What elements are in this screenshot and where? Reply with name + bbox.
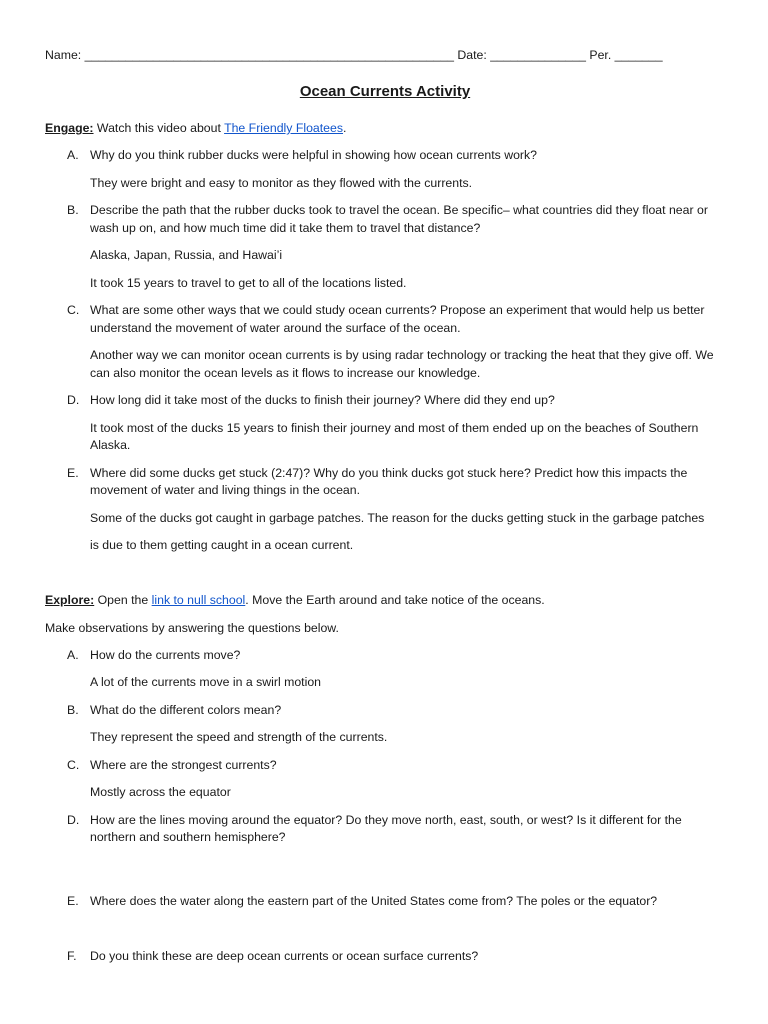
engage-question-e: [45, 465, 725, 555]
explore-question-list: [45, 647, 725, 966]
explore-instructions: Make observations by answering the questions below.: [45, 620, 339, 635]
engage-question-d: [45, 392, 725, 455]
question-letter: C.: [67, 303, 80, 317]
answer-text[interactable]: is due to them getting caught in a ocean current.: [90, 538, 354, 552]
question-letter: E.: [67, 465, 79, 480]
question-text: Why do you think rubber ducks were helpful in showing how ocean currents work?: [90, 148, 538, 162]
explore-question-b: [45, 702, 725, 747]
question-text: Where did some ducks get stuck (2:47)? Why do you think ducks got stuck here? Predict how this impacts the movement of water and living things in the ocean.: [90, 465, 688, 497]
engage-question-a: [45, 147, 725, 192]
engage-text-after: .: [343, 121, 347, 135]
date-field[interactable]: ______________: [490, 48, 586, 62]
question-letter: A.: [67, 647, 79, 662]
question-letter: D.: [67, 393, 80, 407]
answer-space[interactable]: [90, 910, 725, 938]
period-field[interactable]: _______: [614, 48, 663, 62]
friendly-floatees-link[interactable]: The Friendly Floatees: [224, 121, 344, 135]
answer-text[interactable]: It took most of the ducks 15 years to finish their journey and most of them ended up on the beaches of Southern Alaska.: [90, 420, 699, 452]
question-text: Where are the strongest currents?: [90, 757, 277, 772]
question-text: Do you think these are deep ocean currents or ocean surface currents?: [90, 949, 479, 963]
answer-text[interactable]: They represent the speed and strength of the currents.: [90, 730, 388, 744]
engage-text-before: Watch this video about: [93, 121, 225, 135]
question-letter: E.: [67, 893, 79, 908]
answer-text[interactable]: Some of the ducks got caught in garbage patches. The reason for the ducks getting stuck in the garbage patches: [90, 510, 705, 525]
explore-question-d: [45, 812, 725, 883]
question-text: What do the different colors mean?: [90, 702, 282, 717]
question-text: Describe the path that the rubber ducks took to travel the ocean. Be specific– what countries did they float near or wash up on, and how much time did it take them to travel that distance?: [90, 203, 708, 235]
explore-intro: [45, 591, 725, 609]
question-letter: C.: [67, 757, 80, 772]
explore-text-before: Open the: [94, 592, 152, 607]
explore-question-c: [45, 757, 725, 802]
engage-intro: [45, 119, 725, 137]
date-label: Date:: [457, 48, 487, 62]
question-text: How long did it take most of the ducks to finish their journey? Where did they end up?: [90, 393, 555, 407]
question-text: How are the lines moving around the equator? Do they move north, east, south, or west? Is it different for the northern and southern hemisphere?: [90, 812, 682, 844]
question-letter: D.: [67, 812, 80, 827]
null-school-link[interactable]: link to null school: [151, 592, 246, 607]
engage-question-b: [45, 202, 725, 292]
period-label: Per.: [589, 48, 612, 62]
engage-question-c: [45, 302, 725, 382]
answer-space[interactable]: [90, 847, 725, 883]
question-text: What are some other ways that we could study ocean currents? Propose an experiment that would help us better understand the movement of water around the surface of the ocean.: [90, 303, 705, 335]
name-field[interactable]: ______________________________________________________: [84, 48, 454, 62]
question-letter: F.: [67, 949, 77, 963]
student-info-line: [45, 46, 725, 64]
answer-text[interactable]: A lot of the currents move in a swirl motion: [90, 675, 322, 689]
answer-text[interactable]: They were bright and easy to monitor as they flowed with the currents.: [90, 175, 473, 190]
engage-question-list: [45, 147, 725, 555]
explore-text-after: . Move the Earth around and take notice of the oceans.: [245, 592, 545, 607]
explore-question-f: [45, 948, 725, 966]
worksheet-page: [45, 46, 725, 966]
question-letter: A.: [67, 148, 79, 162]
engage-label: Engage:: [45, 121, 94, 135]
section-spacer: [45, 555, 725, 581]
name-label: Name:: [45, 48, 82, 62]
answer-text[interactable]: Alaska, Japan, Russia, and Hawai’i: [90, 248, 283, 262]
question-letter: B.: [67, 702, 79, 717]
explore-question-a: [45, 647, 725, 692]
question-letter: B.: [67, 203, 79, 217]
answer-text[interactable]: Mostly across the equator: [90, 785, 231, 799]
question-text: How do the currents move?: [90, 647, 241, 662]
explore-question-e: [45, 893, 725, 939]
answer-text[interactable]: It took 15 years to travel to get to all of the locations listed.: [90, 275, 407, 290]
answer-text[interactable]: Another way we can monitor ocean currents is by using radar technology or tracking the heat that they give off. We can also monitor the ocean levels as it flows to increase our knowledge.: [90, 348, 714, 380]
explore-label: Explore:: [45, 592, 95, 607]
question-text: Where does the water along the eastern part of the United States come from? The poles or the equator?: [90, 893, 658, 908]
page-title: Ocean Currents Activity: [299, 83, 471, 100]
